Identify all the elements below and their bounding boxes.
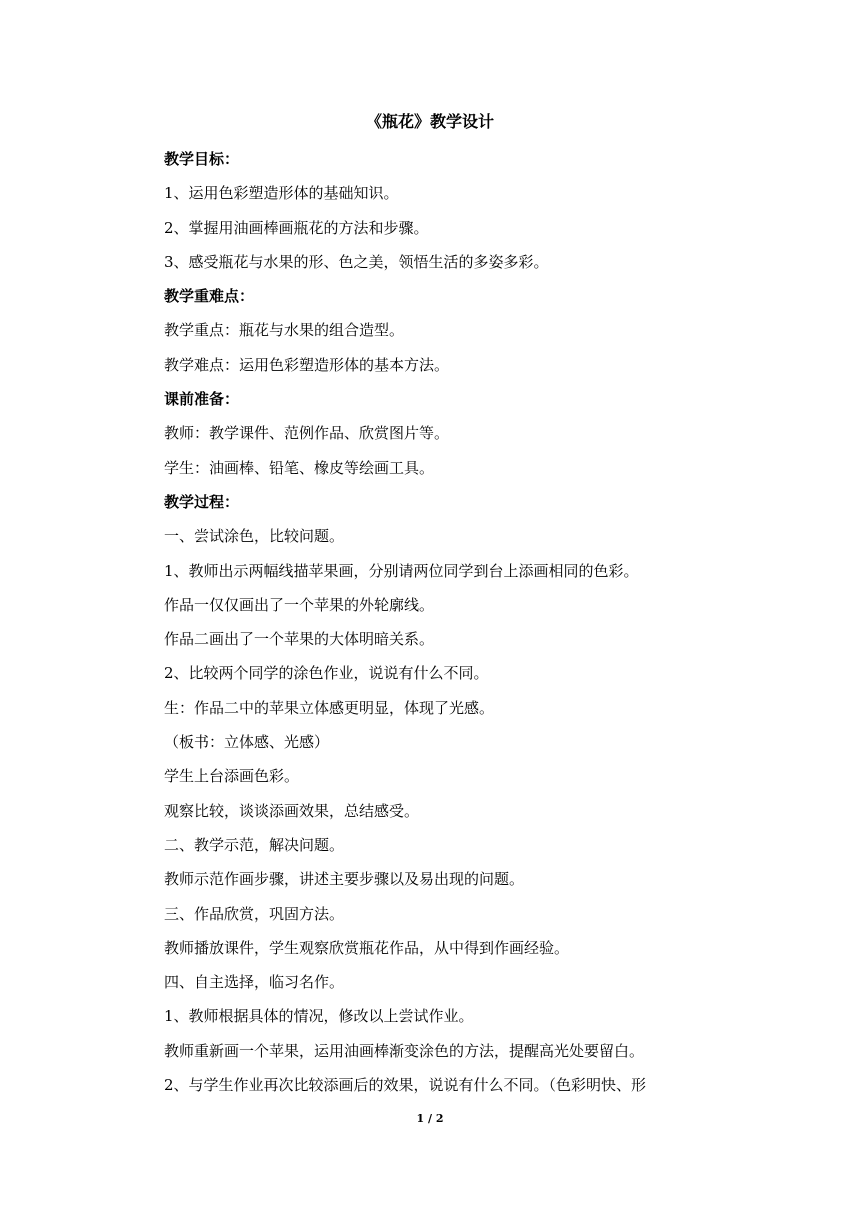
paragraph: 教学难点：运用色彩塑造形体的基本方法。 — [164, 355, 450, 374]
paragraph: 教师示范作画步骤，讲述主要步骤以及易出现的问题。 — [164, 870, 525, 889]
paragraph: 学生：油画棒、铅笔、橡皮等绘画工具。 — [164, 458, 435, 477]
section-heading-key-points: 教学重难点： — [164, 287, 255, 306]
document-body — [164, 142, 744, 1102]
paragraph: 一、尝试涂色，比较问题。 — [164, 527, 345, 546]
page-number: 1 / 2 — [416, 1112, 444, 1125]
paragraph: 学生上台添画色彩。 — [164, 767, 300, 786]
paragraph: 2、掌握用油画棒画瓶花的方法和步骤。 — [164, 218, 429, 237]
paragraph: 2、与学生作业再次比较添画后的效果，说说有什么不同。（色彩明快、形 — [164, 1076, 647, 1095]
paragraph: 1、运用色彩塑造形体的基础知识。 — [164, 184, 399, 203]
paragraph: 教学重点：瓶花与水果的组合造型。 — [164, 321, 405, 340]
paragraph: 3、感受瓶花与水果的形、色之美，领悟生活的多姿多彩。 — [164, 252, 549, 271]
document-title: 《瓶花》教学设计 — [365, 112, 494, 131]
paragraph: 二、教学示范，解决问题。 — [164, 835, 345, 854]
paragraph: 观察比较，谈谈添画效果，总结感受。 — [164, 801, 420, 820]
paragraph: 教师重新画一个苹果，运用油画棒渐变涂色的方法，提醒高光处要留白。 — [164, 1041, 645, 1060]
section-heading-preparation: 课前准备： — [164, 390, 240, 409]
paragraph: 作品一仅仅画出了一个苹果的外轮廓线。 — [164, 595, 435, 614]
paragraph: 教师：教学课件、范例作品、欣赏图片等。 — [164, 424, 450, 443]
paragraph: 教师播放课件，学生观察欣赏瓶花作品，从中得到作画经验。 — [164, 938, 570, 957]
section-heading-goals: 教学目标： — [164, 150, 240, 168]
paragraph: （板书：立体感、光感） — [164, 733, 330, 752]
paragraph: 2、比较两个同学的涂色作业，说说有什么不同。 — [164, 664, 489, 683]
paragraph: 生：作品二中的苹果立体感更明显，体现了光感。 — [164, 698, 495, 717]
section-heading-process: 教学过程： — [164, 492, 240, 511]
paragraph: 三、作品欣赏，巩固方法。 — [164, 904, 345, 923]
paragraph: 1、教师根据具体的情况，修改以上尝试作业。 — [164, 1007, 474, 1026]
paragraph: 作品二画出了一个苹果的大体明暗关系。 — [164, 630, 435, 649]
paragraph: 四、自主选择，临习名作。 — [164, 973, 345, 992]
paragraph: 1、教师出示两幅线描苹果画，分别请两位同学到台上添画相同的色彩。 — [164, 561, 639, 580]
